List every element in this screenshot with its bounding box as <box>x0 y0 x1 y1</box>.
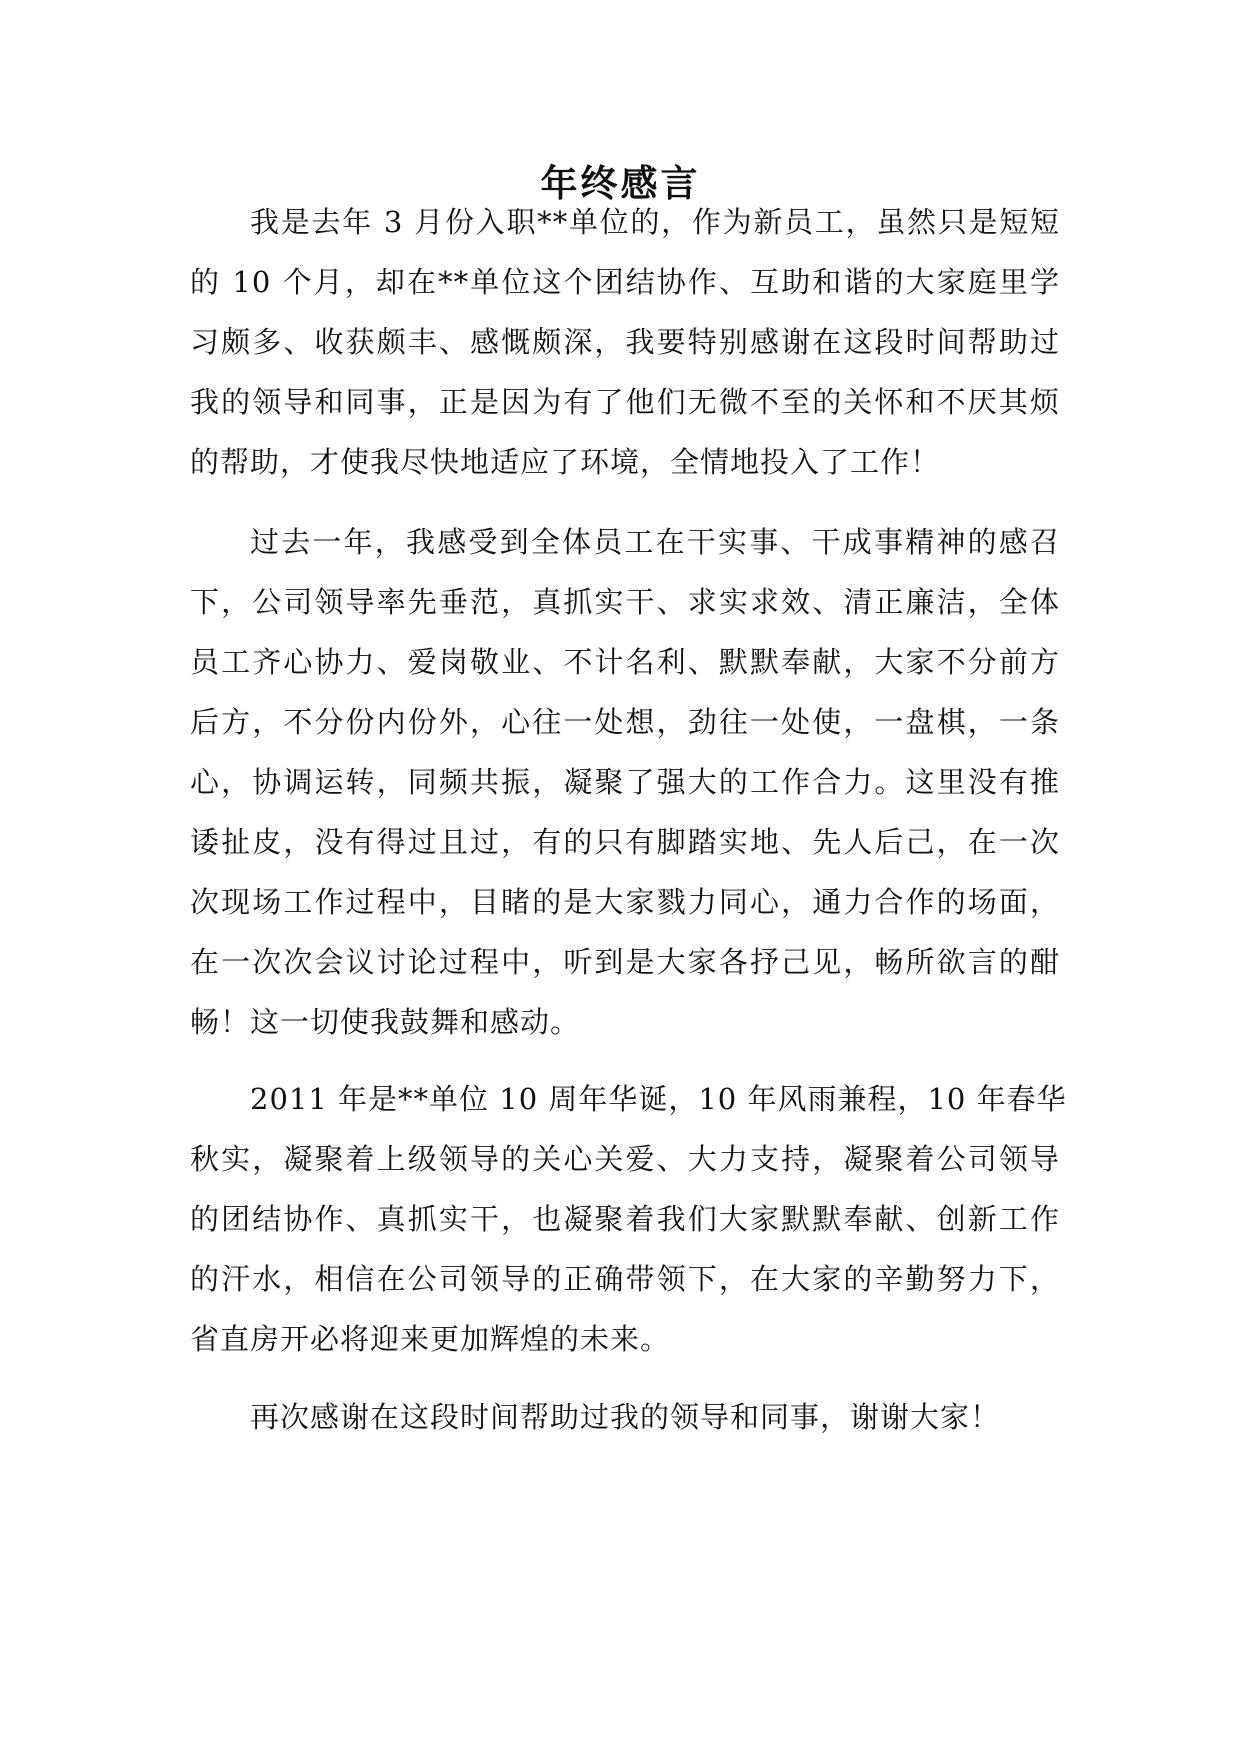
paragraph-line: 在一次次会议讨论过程中，听到是大家各抒己见，畅所欲言的酣 <box>190 945 1060 979</box>
paragraph-line: 2011 年是**单位 10 周年华诞，10 年风雨兼程，10 年春华 <box>250 1082 1067 1116</box>
paragraph-line: 畅！这一切使我鼓舞和感动。 <box>190 1005 581 1039</box>
paragraph-line: 秋实，凝聚着上级领导的关心关爱、大力支持，凝聚着公司领导 <box>190 1142 1060 1176</box>
paragraph-line: 的 10 个月，却在**单位这个团结协作、互助和谐的大家庭里学 <box>190 265 1060 299</box>
paragraph-line: 后方，不分份内份外，心往一处想，劲往一处使，一盘棋，一条 <box>190 705 1060 739</box>
paragraph-line: 次现场工作过程中，目睹的是大家戮力同心，通力合作的场面， <box>190 885 1060 919</box>
paragraph-line: 我的领导和同事，正是因为有了他们无微不至的关怀和不厌其烦 <box>190 385 1060 419</box>
document-title: 年终感言 <box>540 161 701 205</box>
paragraph-line: 再次感谢在这段时间帮助过我的领导和同事，谢谢大家！ <box>250 1400 1001 1434</box>
paragraph-line: 我是去年 3 月份入职**单位的，作为新员工，虽然只是短短 <box>250 205 1060 239</box>
paragraph-line: 过去一年，我感受到全体员工在干实事、干成事精神的感召 <box>250 525 1060 559</box>
paragraph-line: 的汗水，相信在公司领导的正确带领下，在大家的辛勤努力下， <box>190 1262 1060 1296</box>
paragraph-line: 下，公司领导率先垂范，真抓实干、求实求效、清正廉洁，全体 <box>190 585 1060 619</box>
paragraph-line: 心，协调运转，同频共振，凝聚了强大的工作合力。这里没有推 <box>190 765 1060 799</box>
paragraph-line: 的团结协作、真抓实干，也凝聚着我们大家默默奉献、创新工作 <box>190 1202 1060 1236</box>
paragraph-line: 省直房开必将迎来更加辉煌的未来。 <box>190 1322 671 1356</box>
paragraph-line: 的帮助，才使我尽快地适应了环境，全情地投入了工作！ <box>190 445 941 479</box>
paragraph-line: 员工齐心协力、爱岗敬业、不计名利、默默奉献，大家不分前方 <box>190 645 1060 679</box>
paragraph-line: 诿扯皮，没有得过且过，有的只有脚踏实地、先人后己，在一次 <box>190 825 1060 859</box>
paragraph-line: 习颇多、收获颇丰、感慨颇深，我要特别感谢在这段时间帮助过 <box>190 325 1060 359</box>
